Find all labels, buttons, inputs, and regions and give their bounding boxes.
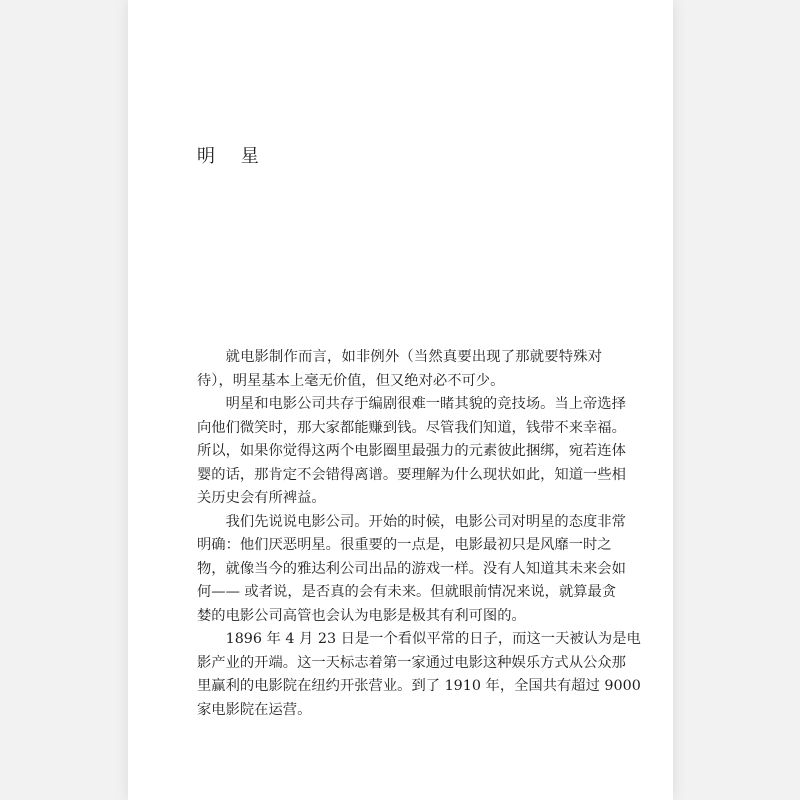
text-line: 就电影制作而言，如非例外（当然真要出现了那就要特殊对 [225,349,602,365]
text-line: 何—— 或者说，是否真的会有未来。但就眼前情况来说，就算最贪 [197,584,617,600]
paragraph [197,393,626,511]
text-line: 明星和电影公司共存于编剧很难一睹其貌的竞技场。当上帝选择 [225,396,626,412]
text-line: 明确：他们厌恶明星。很重要的一点是，电影最初只是风靡一时之 [197,537,612,553]
text-line: 家电影院在运营。 [197,701,312,718]
text-line: 婴的话，那肯定不会错得离谱。要理解为什么现状如此，知道一些相 [197,466,626,483]
paragraph [197,511,626,629]
text-line: 1896 年 4 月 23 日是一个看似平常的日子，而这一天被认为是电 [225,631,641,647]
text-line: 关历史会有所裨益。 [197,490,326,506]
text-line: 里赢利的电影院在纽约开张营业。到了 1910 年，全国共有超过 9000 [197,678,641,694]
text-line: 婪的电影公司高管也会认为电影是极其有利可图的。 [197,607,526,624]
text-line: 向他们微笑时，那大家都能赚到钱。尽管我们知道，钱带不来幸福。 [197,419,626,436]
paragraph [197,346,602,393]
text-line: 我们先说说电影公司。开始的时候，电影公司对明星的态度非常 [225,513,626,530]
paragraph [197,628,641,722]
chapter-body [197,346,641,722]
text-line: 物，就像当今的雅达利公司出品的游戏一样。没有人知道其未来会如 [197,560,626,577]
text-line: 影产业的开端。这一天标志着第一家通过电影这种娱乐方式从公众那 [197,654,626,671]
chapter-title: 明 星 [197,146,269,167]
text-line: 所以，如果你觉得这两个电影圈里最强力的元素彼此捆绑，宛若连体 [197,443,626,459]
book-page [128,0,673,800]
text-line: 待），明星基本上毫无价值，但又绝对必不可少。 [197,372,505,389]
